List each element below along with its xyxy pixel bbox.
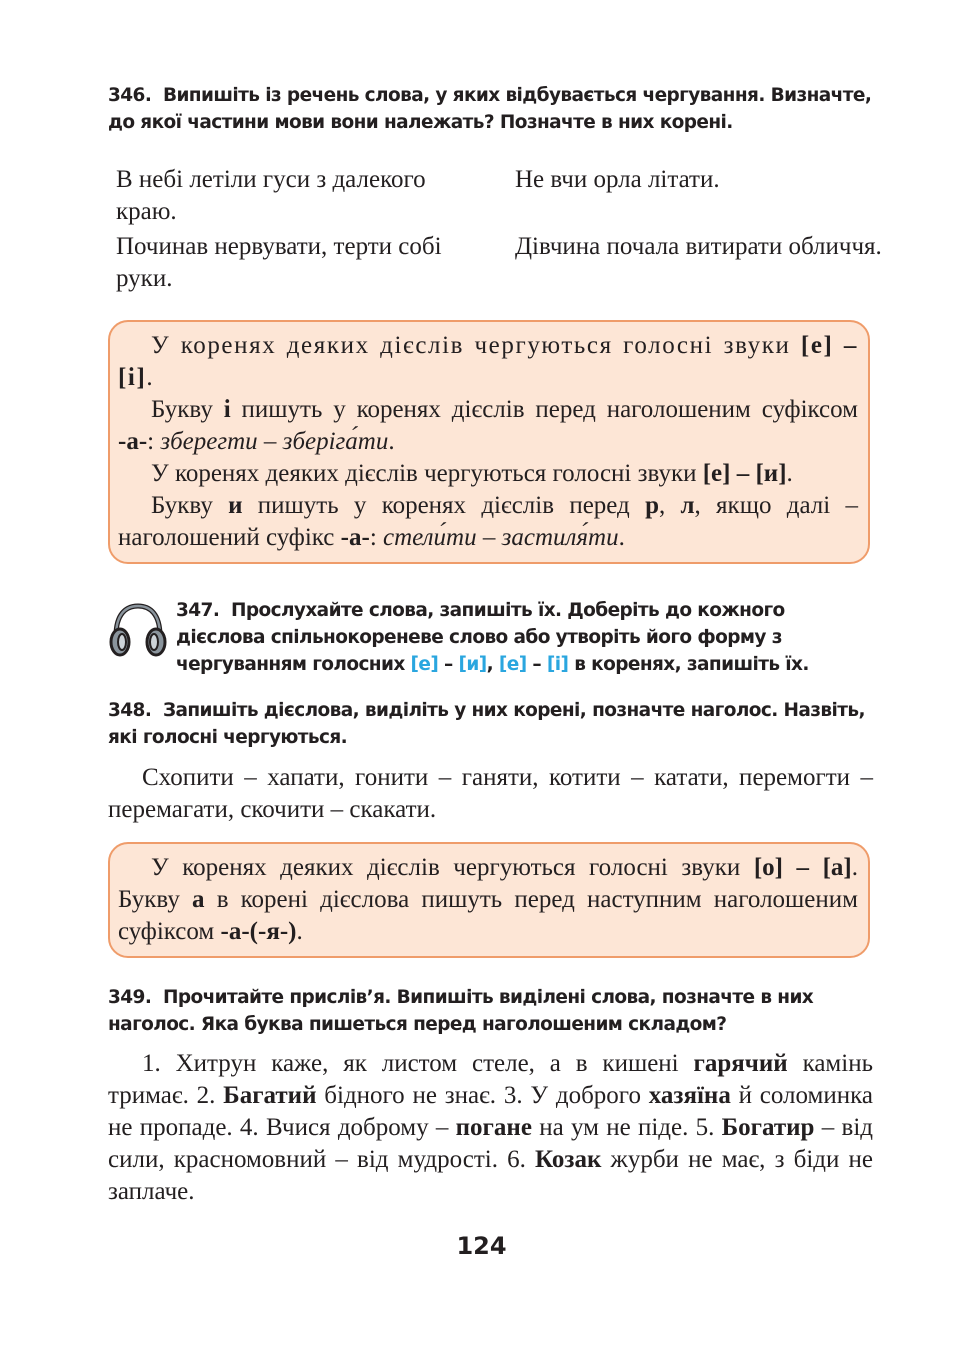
exercise-instruction: Випишіть із речень слова, у яких відбувається чергування. Визначте, до якої частини мови вони належать? Позначте в них корені. bbox=[108, 85, 872, 133]
page-number: 124 bbox=[456, 1232, 507, 1260]
exercise-number: 346. bbox=[108, 85, 152, 106]
exercise-number: 348. bbox=[108, 700, 152, 721]
sentence-346-d: Дівчина почала витирати обличчя. bbox=[515, 233, 882, 260]
exercise-348-heading bbox=[108, 697, 874, 751]
sentence-346-c: Починав нервувати, терти собі руки. bbox=[116, 233, 442, 292]
exercise-number: 347. bbox=[176, 600, 220, 621]
sentence-346-a: В небі летіли гуси з далекого краю. bbox=[116, 166, 426, 225]
rule-paragraph: У коренях деяких дієслів чергуються голосні звуки [е] – [і]. bbox=[118, 332, 858, 391]
exercise-number: 349. bbox=[108, 987, 152, 1008]
rule-box-o-a bbox=[108, 842, 870, 958]
rule-box-e-i-e-y bbox=[108, 320, 870, 564]
rule-paragraph: У коренях деяких дієслів чергуються голосні звуки [е] – [и]. bbox=[151, 460, 793, 487]
headphones-icon bbox=[108, 600, 168, 660]
sentence-346-b: Не вчи орла літати. bbox=[515, 166, 720, 193]
exercise-347-heading: 347. Прослухайте слова, запишіть їх. Доберіть до кожного дієслова спільнокореневе слово або утворіть його форму з чергуванням голосних [е] – [и], [е] – [і] в коренях, запишіть їх. bbox=[176, 600, 809, 675]
rule-paragraph: У коренях деяких дієслів чергуються голосні звуки [о] – [а]. Букву а в корені дієслова пишуть перед наступним наголошеним суфіксом -а-(-я-). bbox=[118, 854, 858, 945]
rule-paragraph: Букву і пишуть у коренях дієслів перед наголошеним суфіксом -а-: зберегти – зберіга́ти. bbox=[118, 396, 858, 455]
exercise-346-heading bbox=[108, 82, 874, 136]
exercise-instruction: Прочитайте прислів’я. Випишіть виділені слова, позначте в них наголос. Яка буква пишеться перед наголошеним складом? bbox=[108, 987, 814, 1035]
exercise-349-proverbs: 1. Хитрун каже, як листом стеле, а в кишені гарячий камінь тримає. 2. Багатий бідного не знає. 3. У доброго хазяїна й соломинка не пропаде. 4. Вчися доброму – погане на ум не піде. 5. Богатир – від сили, красномовний – від мудрості. 6. Козак журби не має, з біди не заплаче. bbox=[108, 1050, 874, 1205]
rule-paragraph: Букву и пишуть у коренях дієслів перед р, л, якщо далі – наголошений суфікс -а-: стели́ти – застиля́ти. bbox=[118, 492, 858, 551]
exercise-instruction: Запишіть дієслова, виділіть у них корені, позначте наголос. Назвіть, які голосні чергуються. bbox=[108, 700, 865, 748]
exercise-349-heading bbox=[108, 984, 874, 1038]
exercise-348-words: Схопити – хапати, гонити – ганяти, котити – катати, перемогти – перемагати, скочити – скакати. bbox=[108, 764, 873, 823]
